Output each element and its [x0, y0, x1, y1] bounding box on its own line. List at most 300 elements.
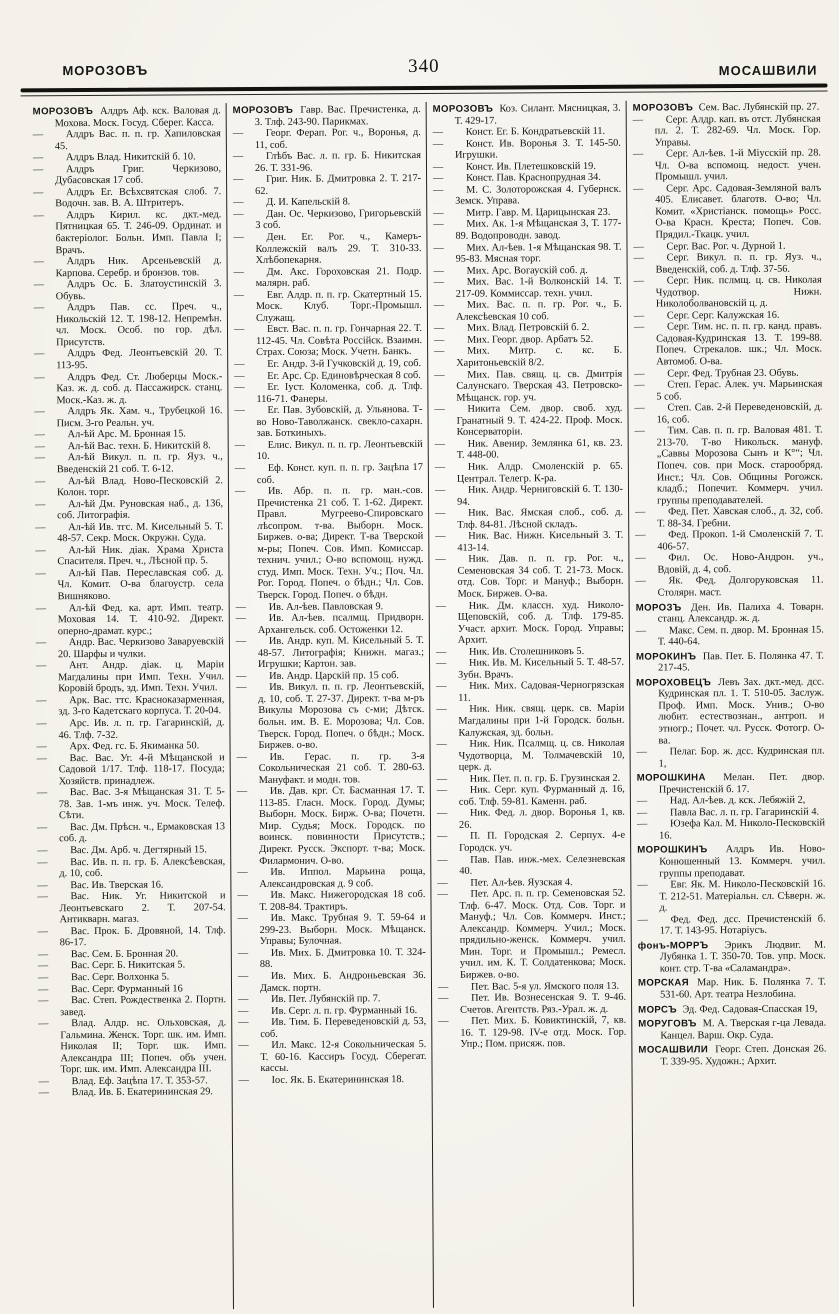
- surname-lead: МОРОЗОВЪ: [432, 103, 494, 115]
- directory-entry: — Конст. Пав. Краснопрудная 34.: [433, 172, 601, 185]
- running-head-left: МОРОЗОВЪ: [62, 62, 149, 79]
- ditto-dash: —: [432, 126, 444, 139]
- ditto-dash: —: [635, 552, 646, 565]
- directory-entry: — Степ. Сав. 2-й Переведеновскій, д. 16, соб.: [634, 401, 823, 426]
- directory-entry: — Вас. Серг. Волхонка 5.: [37, 971, 170, 984]
- ditto-dash: —: [33, 279, 45, 291]
- ditto-dash: —: [233, 266, 244, 278]
- ditto-dash: —: [436, 681, 447, 693]
- ditto-dash: —: [37, 983, 49, 995]
- ditto-dash: —: [238, 1005, 249, 1017]
- ditto-dash: —: [234, 439, 246, 451]
- ditto-dash: —: [238, 994, 249, 1006]
- directory-entry: — Алдръ Григ. Черкизово, Дубасовская 17 соб.: [32, 162, 222, 187]
- ditto-dash: —: [437, 831, 448, 843]
- directory-entry: — Арс. Ив. л. п. гр. Гагаринскій, д. 46. Тлф. 7-32.: [36, 717, 225, 741]
- directory-entry: — Ник. Алдр. Смоленскій р. 65. Централ. Телегр. К-ра.: [434, 460, 623, 485]
- directory-entry: — Вас. Вас. Уг. 4-й Мѣщанской и Садовой 1/17. Тлф. 118-17. Посуда; Хозяйств. принадлеж.: [36, 751, 225, 787]
- surname-lead: МОРСЪ: [638, 1003, 677, 1016]
- ditto-dash: —: [36, 741, 47, 753]
- ditto-dash: —: [633, 310, 645, 322]
- ditto-dash: —: [437, 981, 449, 993]
- directory-entry: — Ник. Фед. л. двор. Воронья 1, кв. 26.: [436, 807, 625, 831]
- directory-entry: — Фил. Ос. Ново-Андрон. уч., Вдовій, д. 4, соб.: [635, 551, 824, 576]
- directory-entry: — Серг. Серг. Калужская 16.: [633, 309, 780, 322]
- directory-entry: МОРУГОВЪ М. А. Тверская г-ца Левада. Канцел. Варш. Окр. Суда.: [638, 1017, 827, 1042]
- ditto-dash: —: [233, 208, 244, 221]
- ditto-dash: —: [437, 889, 448, 901]
- ditto-dash: —: [635, 625, 647, 637]
- ditto-dash: —: [36, 695, 47, 707]
- directory-entry: — Мих. Арс. Вогаускій соб. д.: [433, 264, 588, 277]
- directory-entry: — Ал-ѣй Викул. п. п. гр. Яуз. ч., Введенскій 21 соб. Т. 6-12.: [34, 451, 223, 476]
- ditto-dash: —: [637, 879, 648, 891]
- directory-entry: — Влад. Еф. Зацѣпа 17. Т. 353-57.: [38, 1075, 208, 1088]
- ditto-dash: —: [636, 746, 647, 758]
- directory-entry: — Вас. Ник. Уг. Никитской и Леонтьевскаго 2. Т. 207-54. Антикварн. магаз.: [37, 890, 226, 926]
- surname-lead: МОРОКИНЪ: [635, 651, 697, 663]
- directory-entry: — Мих. Пав. свящ. ц. св. Дмитрія Салунскаго. Тверская 43. Петровско-Мѣщанск. гор. уч.: [434, 368, 623, 404]
- directory-entry: МОРОХОВЕЦЪ Левъ Зах. дкт.-мед. дсс. Кудринская пл. 1. Т. 510-05. Заслуж. Проф. Имп. Моск. Унив.; О-во любит. естествознан., антроп. и этногр.; Почет. чл. Русск. Фотогр. О-ва.: [636, 676, 825, 747]
- directory-entry: — Ив. Ал-ѣев. псалмщ. Придворн. Архангельск. соб. Остоженки 12.: [235, 612, 424, 636]
- directory-entry: — Андр. Вас. Черкизово Заваруевскій 20. Шарфы и чулки.: [35, 636, 224, 660]
- directory-entry: — Алдръ Влад. Никитскій б. 10.: [32, 151, 196, 164]
- directory-entry: — Ал-ѣй Пав. Переславская соб. д. Чл. Комит. О-ва благоустр. села Вишняково.: [35, 567, 224, 603]
- ditto-dash: —: [432, 161, 444, 173]
- ditto-dash: —: [32, 164, 44, 176]
- ditto-dash: —: [35, 568, 46, 580]
- directory-entry: — Серг. Ал-ѣев. 1-й Міусскій пр. 28. Чл. О-ва вспомощ. недост. учен. Промышл. учил.: [632, 147, 822, 183]
- directory-entry: МОРСКАЯ Мар. Ник. Б. Полянка 7. Т. 531-60. Арт. театра Незлобина.: [637, 976, 827, 1001]
- ditto-dash: —: [436, 738, 447, 750]
- ditto-dash: —: [36, 752, 47, 764]
- ditto-dash: —: [32, 152, 44, 164]
- ditto-dash: —: [438, 992, 449, 1005]
- ditto-dash: —: [437, 877, 448, 889]
- ditto-dash: —: [238, 1017, 249, 1029]
- ditto-dash: —: [434, 438, 446, 450]
- ditto-dash: —: [35, 521, 46, 534]
- directory-entry: — Пав. Пав. инж.-мех. Селезневская 40.: [437, 853, 626, 877]
- directory-entry: МОРОШКИНЪ Алдръ Ив. Ново-Конюшенный 13. Коммерч. учил. группы преподават.: [637, 843, 826, 880]
- ditto-dash: —: [634, 368, 645, 380]
- directory-entry: — Конст. Ег. Б. Кондратьевскій 11.: [432, 125, 606, 139]
- running-head-right: МОСАШВИЛИ: [718, 62, 818, 79]
- directory-entry: — Серг. Ник. пслмщ. ц. св. Николая Чудотвор. Нижн. Николоболвановскій ц. д.: [633, 274, 822, 310]
- ditto-dash: —: [434, 461, 446, 473]
- directory-entry: — Ник. Пет. п. п. гр. Б. Грузинская 2.: [436, 772, 621, 785]
- ditto-dash: —: [234, 370, 245, 382]
- directory-entry: — Ал-ѣй Влад. Ново-Песковскій 2. Колон. торг.: [34, 474, 223, 499]
- directory-entry: — Фед. Прокоп. 1-й Смоленскій 7. Т. 406-57.: [635, 528, 824, 553]
- directory-entry: — Ник. Мих. Садовая-Черногрязская 11.: [436, 680, 625, 704]
- ditto-dash: —: [635, 576, 646, 588]
- directory-entry: — Як. Фед. Долгоруковская 11. Столярн. маст.: [635, 574, 824, 599]
- directory-entry: — Ег. Пав. Зубовскій, д. Ульянова. Т-во Ново-Таволжанск. свекло-сахарн. зав. Боткиныхъ.: [234, 404, 423, 440]
- ditto-dash: —: [435, 507, 446, 520]
- directory-entry: — Ник. Ник. свящ. церк. св. Маріи Магдалины при 1-й Городск. больн. Калужская, зд. больн.: [436, 703, 625, 739]
- ditto-dash: —: [36, 660, 47, 672]
- directory-entry: МОРОЗЪ Ден. Ив. Палиха 4. Товарн. станц. Александр. ж. д.: [635, 601, 824, 625]
- directory-entry: — Дм. Акс. Гороховская 21. Подр. малярн. раб.: [233, 265, 422, 290]
- directory-entry: — Ив. Андр. Царскій пр. 15 соб.: [236, 669, 399, 682]
- ditto-dash: —: [435, 646, 447, 658]
- surname-lead: МОРОШКИНЪ: [637, 844, 708, 857]
- ditto-dash: —: [634, 402, 645, 414]
- ditto-dash: —: [36, 718, 47, 730]
- directory-entry: МОРОЗОВЪ Гавр. Вас. Пречистенка, д. 3. Тлф. 243-90. Парикмах.: [232, 103, 421, 128]
- ditto-dash: —: [37, 856, 48, 868]
- ditto-dash: —: [38, 1018, 49, 1030]
- ditto-dash: —: [435, 600, 447, 612]
- ditto-dash: —: [633, 252, 644, 264]
- directory-entry: — Мих. Митр. с. кс. Б. Харитоньевскій 8/2.: [434, 345, 623, 369]
- ditto-dash: —: [37, 845, 48, 857]
- directory-entry: — Арк. Вас. ттс. Красноказарменная, зд. 3-го Кадетскаго корпуса. Т. 20-04.: [36, 694, 225, 718]
- ditto-dash: —: [33, 302, 45, 314]
- ditto-dash: —: [234, 486, 246, 498]
- ditto-dash: —: [433, 242, 444, 254]
- directory-entry: — Степ. Герас. Алек. уч. Марьинская 5 соб.: [634, 378, 823, 403]
- directory-entry: — Конст. Ив. Плетешковскій 19.: [432, 160, 596, 173]
- ditto-dash: —: [238, 1040, 249, 1052]
- directory-entry: — Алдръ Фед. Ст. Люберцы Моск.-Каз. ж. д. соб. д. Пассажирск. станц. Моск.-Каз. ж. д.: [34, 370, 223, 406]
- directory-entry: — Пет. Арс. п. п. гр. Семеновская 52. Тлф. 6-47. Моск. Отд. Сов. Торг. и Мануф.; Чл. Сов. Коммерч. Инст.; Александр. Коммерч. Учил.; Моск. прядильно-женск. Коммерч. учил. Мин. Торг. и Промышл.; Ремесл. учил. им. К. Т. Солдатенкова; Моск. Биржев. о-во.: [437, 887, 626, 981]
- ditto-dash: —: [237, 913, 248, 925]
- directory-entry: фонъ-МОРРЪ Эрикъ Людвиг. М. Лубянка 1. Т. 350-70. Тов. упр. Моск. конт. стр. Т-ва «Саламандра».: [637, 939, 826, 975]
- ditto-dash: —: [236, 682, 247, 694]
- ditto-dash: —: [34, 348, 45, 360]
- ditto-dash: —: [34, 371, 45, 383]
- directory-entry: — Конст. Ив. Воронья 3. Т. 145-50. Игрушки.: [432, 137, 621, 161]
- directory-entry: — Ив. Абр. п. п. гр. ман.-сов. Пречистенка 21 соб. Т. 1-62. Директ. Правл. Мугреево-Спировскаго лѣсопром. т-ва. Выборн. Моск. Биржев. о-ва; Директ. Т-ва Тверской м-ры; Попеч. Сов. Имп. Комиссар. технич. учил.; О-во вспомощ. нужд. студ. Имп. Моск. Техн. Уч.; Поч. Чл. Рог. Город. Попеч. о бѣдн.; Чл. Сов. Тверск. Город. Попеч. о бѣдн.: [234, 485, 424, 601]
- ditto-dash: —: [232, 128, 244, 140]
- ditto-dash: —: [235, 613, 247, 625]
- ditto-dash: —: [36, 787, 48, 799]
- directory-entry: — Фед. Фед. дсс. Пречистенскій б. 17. Т. 143-95. Нотаріусъ.: [637, 913, 826, 937]
- directory-entry: — Алдръ Пав. сс. Преч. ч., Никольскій 12. Т. 198-12. Непремѣн. чл. Моск. Особ. по гор. дѣл. Присутств.: [33, 301, 223, 349]
- directory-entry: — Ив. Иппол. Марьина роща, Александровская д. 9 соб.: [237, 866, 426, 890]
- directory-entry: — Мих. Ак. 1-я Мѣщанская 3, Т. 177-89. Водопроводн. завод.: [433, 218, 622, 242]
- ditto-dash: —: [432, 138, 444, 150]
- directory-entry: — Влад. Ив. Б. Екатерининская 29.: [38, 1086, 214, 1099]
- directory-entry: — Алдръ Ег. Всѣхсвятская слоб. 7. Водочн. зав. В. А. Штритеръ.: [33, 186, 222, 210]
- directory-entry: — Серг. Викул. п. п. гр. Яуз. ч., Введенскій, соб. д. Тлф. 37-56.: [633, 251, 822, 276]
- ditto-dash: —: [434, 334, 445, 346]
- ditto-dash: —: [434, 404, 445, 416]
- ditto-dash: —: [238, 1074, 249, 1087]
- ditto-dash: —: [635, 506, 646, 518]
- directory-entry: МОРОЗОВЪ Алдръ Аф. кск. Валовая д. Мохова. Моск. Госуд. Сберег. Касса.: [32, 105, 221, 129]
- directory-entry: — Пет. Мих. Б. Ковиктинскій, 7, кв. 16. Т. 129-98. IV-е отд. Моск. Гор. Упр.; Пом. присяж. пов.: [438, 1014, 627, 1051]
- directory-entry: — Ив. Пет. Лубянскій пр. 7.: [238, 993, 381, 1006]
- directory-entry: — Над. Ал-ѣев. д. кск. Лебяжій 2,: [636, 794, 806, 807]
- directory-entry: — Серг. Арс. Садовая-Земляной валъ 405. Елисавет. благотв. О-во; Чл. Комит. «Христіанск. помощь» Росс. О-ва Красн. Креста; Попеч. Сов. Прядил.-Ткацк. учил.: [633, 182, 822, 241]
- directory-entry: — Ник. Дм. классн. худ. Николо-Щеповскій, соб. д. Тлф. 179-85. Участ. архит. Моск. Город. Управы; Архит.: [435, 599, 624, 646]
- ditto-dash: —: [237, 971, 249, 983]
- surname-lead: МОРОЗОВЪ: [632, 102, 694, 114]
- ditto-dash: —: [632, 114, 644, 126]
- directory-entry: — Ал-ѣй Вас. техн. Б. Никитскій 8.: [34, 440, 211, 453]
- directory-entry: — Вас. Серг. Фурманный 16: [37, 983, 183, 995]
- ditto-dash: —: [637, 914, 648, 926]
- page-number: 340: [408, 55, 440, 78]
- ditto-dash: —: [34, 475, 46, 487]
- ditto-dash: —: [433, 184, 444, 196]
- directory-entry: — Ник. Авенир. Землянка 61, кв. 23. Т. 448-00.: [434, 437, 623, 462]
- directory-entry: — Ив. Ал-ѣев. Павловская 9.: [235, 600, 384, 613]
- surname-lead: МОРОЗОВЪ: [232, 104, 294, 117]
- directory-entry: — Макс. Сем. п. двор. М. Бронная 15. Т. 440-64.: [635, 624, 824, 648]
- ditto-dash: —: [35, 545, 46, 557]
- directory-entry: — Пет. Ал-ѣев. Яузская 4.: [437, 876, 573, 889]
- directory-entry: — Вас. Дм. Арб. ч. Дегтярный 15.: [37, 844, 207, 857]
- ditto-dash: —: [233, 232, 244, 244]
- ditto-dash: —: [33, 256, 44, 268]
- directory-entry: — Ив. Макс. Трубная 9. Т. 59-64 и 299-23. Выборн. Моск. Мѣщанск. Управы; Булочная.: [237, 912, 426, 948]
- columns-container: [27, 100, 833, 1311]
- ditto-dash: —: [436, 658, 447, 670]
- ditto-dash: —: [237, 947, 249, 960]
- ditto-dash: —: [234, 359, 245, 371]
- ditto-dash: —: [435, 531, 446, 543]
- ditto-dash: —: [433, 219, 444, 231]
- directory-entry: — Вас. Ив. п. п. гр. Б. Алексѣевская, д. 10, соб.: [37, 855, 226, 880]
- directory-entry: МОРОШКИНА Мелан. Пет. двор. Пречистенскій б. 17.: [636, 771, 825, 796]
- directory-entry: — Григ. Ник. Б. Дмитровка 2. Т. 217-62.: [233, 173, 422, 197]
- directory-entry: — Ив. Викул. п. п. гр. Леонтьевскій, д. 10, соб. Т. 27-37. Директ. т-ва м-ръ Викулы Морозова съ с-ми; Дѣтск. больн. им. В. Е. Морозова; Чл. Сов. Тверск. Город. Попеч. о бѣдн.; Моск. Биржев. о-во.: [236, 681, 425, 752]
- ditto-dash: —: [433, 207, 444, 219]
- surname-lead: МОРОЗЪ: [635, 601, 682, 614]
- ditto-dash: —: [433, 323, 445, 335]
- directory-entry: МОСАШВИЛИ Георг. Степ. Донская 26. Т. 339-95. Художн.; Архит.: [638, 1043, 827, 1068]
- directory-entry: — Ник. Ив. М. Кисельный 5. Т. 48-57. Зубн. Врачъ.: [436, 657, 625, 681]
- running-header: [26, 46, 821, 83]
- directory-entry: — Ал-ѣй Ив. тгс. М. Кисельный 5. Т. 48-57. Секр. Моск. Окружн. Суда.: [35, 520, 224, 545]
- directory-entry: МОРОЗОВЪ Коз. Силант. Мясницкая, 3. Т. 429-17.: [432, 102, 621, 127]
- directory-entry: МОРСЪ Эд. Фед. Садовая-Спасская 19,: [638, 1003, 818, 1016]
- ditto-dash: —: [37, 949, 49, 961]
- directory-entry: — Ал-ѣй Арс. М. Бронная 15.: [34, 428, 186, 441]
- directory-entry: — Алдръ Вас. п. п. гр. Хапиловская 45.: [32, 128, 221, 152]
- directory-entry: — Павла Вас. л. п. гр. Гагаринскій 4.: [636, 806, 820, 819]
- directory-entry: — Мих. Вас. п. п. гр. Рог. ч., Б. Алексѣевская 10 соб.: [433, 299, 622, 323]
- directory-entry: — Ник. Вас. Нижн. Кисельный 3. Т. 413-14.: [435, 529, 624, 554]
- directory-entry: — Мих. Ал-ѣев. 1-я Мѣщанская 98. Т. 95-83. Мясная торг.: [433, 241, 622, 265]
- directory-entry: — Арх. Фед. гс. Б. Якиманка 50.: [36, 740, 200, 753]
- directory-entry: МОРОЗОВЪ Сем. Вас. Лубянскій пр. 27.: [632, 101, 820, 114]
- ditto-dash: —: [633, 183, 644, 195]
- ditto-dash: —: [434, 484, 446, 496]
- surname-lead: МОРОШКИНА: [636, 772, 706, 784]
- surname-lead: МОРСКАЯ: [637, 977, 690, 990]
- ditto-dash: —: [34, 441, 46, 453]
- ditto-dash: —: [37, 879, 48, 891]
- ditto-dash: —: [435, 554, 446, 566]
- ditto-dash: —: [237, 890, 248, 902]
- ditto-dash: —: [233, 289, 245, 301]
- ditto-dash: —: [437, 854, 448, 866]
- ditto-dash: —: [234, 463, 246, 475]
- ditto-dash: —: [433, 277, 445, 289]
- directory-column: [27, 103, 233, 1310]
- directory-entry: — Д. И. Капельскій 8.: [233, 196, 351, 209]
- directory-entry: — Евг. Алдр. п. п. гр. Скатертный 15. Моск. Клуб. Торг.-Промышл. Служащ.: [233, 288, 422, 324]
- directory-column: [226, 102, 433, 1309]
- ditto-dash: —: [34, 406, 45, 418]
- ditto-dash: —: [634, 379, 645, 391]
- directory-entry: — Вас. Вас. 3-я Мѣщанская 31. Т. 5-78. Зав. 1-мъ инж. уч. Моск. Телеф. Сѣти.: [36, 786, 225, 822]
- directory-entry: — Мих. Влад. Петровскій б. 2.: [433, 322, 590, 335]
- directory-entry: — Вас. Дм. Прѣсн. ч., Ермаковская 13 соб. д.: [37, 821, 226, 845]
- directory-entry: — Вас. Прок. Б. Дровяной, 14. Тлф. 86-17.: [37, 925, 226, 949]
- ditto-dash: —: [632, 148, 644, 160]
- ditto-dash: —: [235, 636, 247, 648]
- directory-entry: — Серг. Вас. Рог. ч. Дурной 1.: [633, 240, 786, 253]
- ditto-dash: —: [438, 1016, 449, 1028]
- directory-entry: — Пет. Ив. Вознесенская 9. Т. 9-46. Счетов. Агентств. Ряз.-Урал. ж. д.: [438, 991, 627, 1016]
- ditto-dash: —: [436, 808, 448, 820]
- directory-entry: — Вас. Ив. Тверская 16.: [37, 879, 164, 891]
- directory-entry: — Влад. Алдр. нс. Ольховская, д. Гальмина. Женск. Торг. шк. им. Имп. Николая II; Торг. шк. Имп. Александра III; Попеч. объ учен. Торг. шк. им. Имп. Александра III.: [38, 1017, 227, 1076]
- ditto-dash: —: [634, 425, 645, 437]
- directory-entry: — Ник. Ив. Столешниковъ 5.: [435, 645, 585, 658]
- ditto-dash: —: [633, 322, 645, 334]
- ditto-dash: —: [436, 773, 448, 785]
- directory-entry: — М. С. Золоторожская 4. Губернск. Земск. Управа.: [433, 183, 622, 208]
- directory-column: [626, 100, 833, 1307]
- directory-entry: — Ив. Андр. куп. М. Кисельный 5. Т. 48-57. Литографія; Книжн. магаз.; Игрушки; Картон. зав.: [235, 635, 425, 671]
- ditto-dash: —: [636, 818, 648, 831]
- ditto-dash: —: [636, 807, 648, 819]
- directory-entry: МОРОКИНЪ Пав. Пет. Б. Полянка 47. Т. 217-45.: [635, 650, 825, 674]
- directory-entry: — Серг. Фед. Трубная 23. Обувь.: [634, 367, 799, 380]
- directory-entry: — Евг. Як. М. Николо-Песковскій 16. Т. 212-51. Матеріальн. сл. Сѣверн. ж. д.: [637, 878, 826, 914]
- ditto-dash: —: [38, 1087, 49, 1099]
- directory-entry: — Еф. Конст. куп. п. п. гр. Зацѣпа 17 соб.: [234, 461, 423, 486]
- directory-entry: — Ив. Серг. л. п. гр. Фурманный 16.: [238, 1004, 418, 1017]
- ditto-dash: —: [234, 405, 245, 417]
- directory-entry: — Ег. Іуст. Коломенка, соб. д. Тлф. 116-71. Фанеры.: [234, 381, 423, 405]
- directory-entry: — Ден. Ег. Рог. ч., Камеръ-Коллежскій валъ 29. Т. 310-33. Хлѣбопекарня.: [233, 230, 422, 267]
- directory-entry: — Вас. Степ. Рождественка 2. Портн. завед.: [38, 994, 227, 1018]
- directory-entry: — Тим. Сав. п. п. гр. Валовая 481. Т. 213-70. Т-во Никольск. мануф. „Саввы Морозова Сынъ и К°“; Чл. Попеч. сов. при Моск. старообряд. Инст.; Чл. Сов. Общины Рогожск. кладб.; Попечит. Коммерч. учил. группы преподавателей.: [634, 424, 824, 507]
- ditto-dash: —: [233, 174, 244, 186]
- directory-entry: — Алдръ Ник. Арсеньевскій д. Карпова. Серебр. и бронзов. тов.: [33, 255, 222, 279]
- ditto-dash: —: [233, 324, 245, 336]
- directory-entry: — Мих. Вас. 1-й Волконскій 14. Т. 217-09. Коммиссар. техн. учил.: [433, 275, 622, 300]
- surname-lead: МОРУГОВЪ: [638, 1018, 697, 1030]
- directory-entry: — Ив. Герас. п. гр. 3-я Сокольническая 21 соб. Т. 280-63. Мануфакт. и модн. тов.: [236, 750, 425, 786]
- surname-lead: МОРОЗОВЪ: [32, 105, 94, 118]
- ditto-dash: —: [34, 452, 46, 464]
- ditto-dash: —: [433, 300, 445, 312]
- ditto-dash: —: [237, 867, 248, 879]
- directory-entry: — П. П. Городская 2. Серпух. 4-е Городск. уч.: [437, 830, 626, 854]
- ditto-dash: —: [37, 891, 48, 903]
- ditto-dash: —: [33, 187, 44, 199]
- directory-entry: — Ал-ѣй Ник. діак. Храма Христа Спасителя. Преч. ч., Лѣсной пр. 5.: [35, 543, 224, 568]
- directory-entry: — Пет. Вас. 5-я ул. Ямского поля 13.: [437, 980, 620, 993]
- surname-lead: МОСАШВИЛИ: [638, 1044, 709, 1056]
- ditto-dash: —: [236, 670, 247, 682]
- directory-entry: — Ник. Серг. куп. Фурманный д. 16, соб. Тлф. 59-81. Каменн. раб.: [436, 784, 625, 808]
- directory-entry: — Георг. Ферап. Рог. ч., Воронья, д. 11, соб.: [232, 127, 421, 151]
- directory-entry: — Ив. Дав. крг. Ст. Басманная 17. Т. 113-85. Гласн. Моск. Город. Думы; Выборн. Моск. Бирж. О-ва; Почетн. Мир. Судья; Моск. Городск. по воинск. повинности Присутств.; Директ. Русск. Экспорт. т-ва; Моск. Филармонич. О-во.: [236, 785, 426, 867]
- ditto-dash: —: [433, 265, 444, 277]
- ditto-dash: —: [236, 751, 247, 763]
- directory-entry: — Вас. Сем. Б. Бронная 20.: [37, 948, 179, 961]
- ditto-dash: —: [37, 822, 48, 834]
- ditto-dash: —: [38, 995, 49, 1007]
- directory-entry: — Ив. Мих. Б. Дмитровка 10. Т. 324-88.: [237, 946, 426, 971]
- directory-entry: — Ив. Макс. Нижегородская 18 соб. Т. 208-84. Трактиръ.: [237, 889, 426, 913]
- directory-entry: — Ег. Андр. 3-й Гучковскій д. 19, соб.: [234, 358, 422, 371]
- directory-entry: — Ант. Андр. діак. ц. Маріи Магдалины при Имп. Техн. Учил. Коровій бродъ, зд. Имп. Техн. Учил.: [36, 659, 225, 695]
- directory-entry: — Алдръ Ос. Б. Златоустинскій 3. Обувь.: [33, 278, 222, 302]
- ditto-dash: —: [633, 275, 645, 287]
- directory-entry: — Мих. Георг. двор. Арбатъ 52.: [434, 333, 594, 346]
- ditto-dash: —: [38, 1076, 49, 1088]
- ditto-dash: —: [232, 151, 244, 163]
- ditto-dash: —: [34, 429, 45, 441]
- ditto-dash: —: [636, 795, 648, 807]
- directory-entry: — Митр. Гавр. М. Царицынская 23.: [433, 206, 611, 219]
- directory-entry: — Вас. Серг. Б. Никитская 5.: [37, 959, 186, 972]
- directory-entry: — Алдръ Як. Хам. ч., Трубецкой 16. Писм. 3-го Реальн. уч.: [34, 405, 223, 429]
- directory-entry: — Ник. Андр. Черниговскій 6. Т. 130-94.: [434, 483, 624, 508]
- directory-entry: — Іос. Як. Б. Екатерининская 18.: [238, 1074, 405, 1087]
- directory-entry: — Ег. Арс. Ср. Единовѣрческая 8 соб.: [234, 369, 421, 382]
- ditto-dash: —: [35, 602, 47, 614]
- ditto-dash: —: [436, 785, 448, 797]
- directory-entry: — Ник. Вас. Ямская слоб., соб. д. Тлф. 84-81. Лѣсной складъ.: [435, 506, 624, 531]
- directory-entry: — Ив. Мих. Б. Андроньевская 36. Дамск. портн.: [237, 969, 426, 994]
- directory-entry: — Ал-ѣй Дм. Руновская наб., д. 136, соб. Литографія.: [35, 497, 224, 522]
- directory-column: [426, 101, 633, 1308]
- directory-entry: — Ил. Макс. 12-я Сокольническая 5. Т. 60-16. Кассиръ Госуд. Сберегат. кассы.: [238, 1039, 427, 1075]
- directory-entry: — Евст. Вас. п. п. гр. Гончарная 22. Т. 112-45. Чл. Совѣта Россійск. Взаимн. Страх. Союза; Моск. Учетн. Банкъ.: [233, 323, 423, 359]
- surname-lead: МОРОХОВЕЦЪ: [636, 677, 712, 689]
- ditto-dash: —: [236, 786, 248, 798]
- ditto-dash: —: [35, 498, 46, 510]
- directory-entry: — Дан. Ос. Черкизово, Григорьевскій 3 соб.: [233, 207, 422, 232]
- directory-entry: — Фед. Пет. Хавская слоб., д. 32, соб. Т. 88-34. Гребни.: [635, 505, 824, 530]
- directory-entry: — Ник. Дав. п. п. гр. Рог. ч., Семеновская 34 соб. Т. 21-73. Моск. отд. Сов. Торг. и Мануф.; Выборн. Моск. Биржев. О-ва.: [435, 553, 624, 600]
- ditto-dash: —: [434, 346, 445, 358]
- ditto-dash: —: [33, 210, 44, 222]
- ditto-dash: —: [635, 529, 646, 541]
- directory-entry: — Ал-ѣй Фед. ка. арт. Имп. театр. Моховая 14. Т. 410-92. Директ. оперно-драмат. курс.;: [35, 601, 224, 637]
- directory-entry: — Ив. Тим. Б. Переведеновскій д. 53, соб.: [238, 1016, 427, 1040]
- ditto-dash: —: [633, 241, 644, 253]
- directory-entry: — Никита Сем. двор. своб. худ. Гранатный 9. Т. 424-22. Проф. Моск. Консерваторіи.: [434, 402, 623, 439]
- ditto-dash: —: [434, 369, 445, 381]
- ditto-dash: —: [436, 704, 447, 716]
- ditto-dash: —: [233, 197, 244, 209]
- directory-entry: — Алдръ Кирил. кс. дкт.-мед. Пятницкая 65. Т. 246-09. Ординат. и бактеріолог. Больн. Имп. Павла I; Врачъ.: [33, 209, 222, 256]
- ditto-dash: —: [234, 382, 245, 394]
- directory-entry: — Глѣбъ Вас. л. п. гр. Б. Никитская 26. Т. 331-96.: [232, 150, 421, 174]
- ditto-dash: —: [37, 972, 49, 984]
- directory-entry: — Серг. Алдр. кап. въ отст. Лубянская пл. 2. Т. 282-69. Чл. Моск. Гор. Управы.: [632, 113, 821, 149]
- directory-entry: — Алдръ Фед. Леонтьевскій 20. Т. 113-95.: [34, 347, 223, 372]
- directory-entry: — Юзефа Кал. М. Николо-Песковскій 16.: [636, 817, 826, 842]
- ditto-dash: —: [37, 960, 49, 972]
- ditto-dash: —: [37, 926, 49, 938]
- ditto-dash: —: [235, 601, 247, 613]
- ditto-dash: —: [32, 129, 44, 141]
